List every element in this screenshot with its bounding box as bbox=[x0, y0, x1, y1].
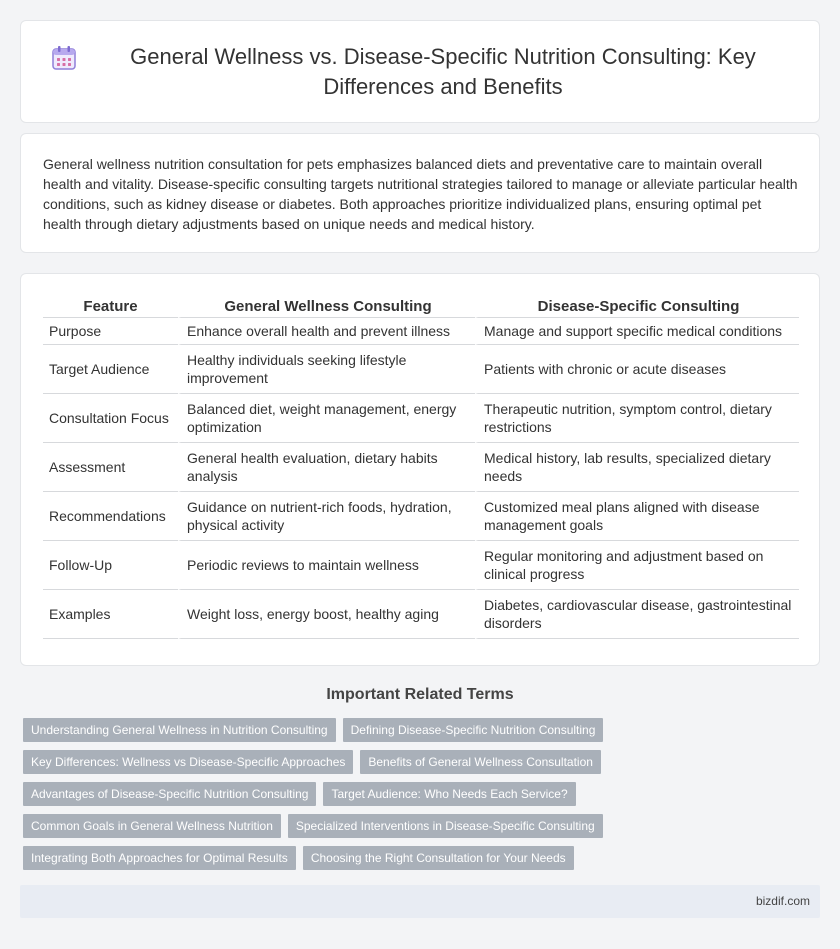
table-cell-general: Enhance overall health and prevent illness bbox=[178, 318, 475, 345]
table-row bbox=[43, 443, 799, 492]
table-cell-general: Guidance on nutrient-rich foods, hydration, physical activity bbox=[178, 492, 475, 541]
table-cell-disease: Regular monitoring and adjustment based on clinical progress bbox=[475, 541, 799, 590]
related-term-tag[interactable]: Understanding General Wellness in Nutrition Consulting bbox=[23, 718, 336, 742]
intro-paragraph: General wellness nutrition consultation for pets emphasizes balanced diets and preventative care to maintain overall health and vitality. Disease-specific consulting targets nutritional strategies tailored to manage or alleviate particular health conditions, such as kidney disease or diabetes. Both approaches prioritize individualized plans, ensuring optimal pet health through dietary adjustments based on unique needs and medical history. bbox=[43, 156, 798, 232]
footer-bar bbox=[20, 885, 820, 918]
column-header-disease-specific: Disease-Specific Consulting bbox=[475, 296, 799, 318]
table-cell-disease: Medical history, lab results, specialized dietary needs bbox=[475, 443, 799, 492]
related-terms-heading: Important Related Terms bbox=[326, 686, 514, 703]
column-header-feature: Feature bbox=[43, 296, 178, 318]
related-term-tag[interactable]: Advantages of Disease-Specific Nutrition Consulting bbox=[23, 782, 316, 806]
title-card bbox=[20, 20, 820, 123]
table-row bbox=[43, 541, 799, 590]
table-cell-feature: Follow-Up bbox=[43, 541, 178, 590]
related-term-tag[interactable]: Benefits of General Wellness Consultation bbox=[360, 750, 601, 774]
comparison-table bbox=[43, 296, 799, 639]
table-cell-disease: Customized meal plans aligned with disease management goals bbox=[475, 492, 799, 541]
table-cell-disease: Patients with chronic or acute diseases bbox=[475, 345, 799, 394]
table-cell-feature: Target Audience bbox=[43, 345, 178, 394]
table-cell-general: Periodic reviews to maintain wellness bbox=[178, 541, 475, 590]
related-term-tag[interactable]: Target Audience: Who Needs Each Service? bbox=[323, 782, 575, 806]
table-cell-feature: Purpose bbox=[43, 318, 178, 345]
table-row bbox=[43, 345, 799, 394]
calendar-icon bbox=[51, 45, 77, 71]
related-term-tag[interactable]: Integrating Both Approaches for Optimal Results bbox=[23, 846, 296, 870]
table-row bbox=[43, 318, 799, 345]
related-terms-list bbox=[23, 718, 623, 878]
intro-card bbox=[20, 133, 820, 253]
footer-site-link[interactable]: bizdif.com bbox=[755, 894, 810, 908]
table-cell-feature: Consultation Focus bbox=[43, 394, 178, 443]
related-term-tag[interactable]: Choosing the Right Consultation for Your Needs bbox=[303, 846, 574, 870]
related-term-tag[interactable]: Common Goals in General Wellness Nutrition bbox=[23, 814, 281, 838]
related-term-tag[interactable]: Key Differences: Wellness vs Disease-Specific Approaches bbox=[23, 750, 353, 774]
table-cell-feature: Assessment bbox=[43, 443, 178, 492]
table-row bbox=[43, 492, 799, 541]
related-term-tag[interactable]: Specialized Interventions in Disease-Specific Consulting bbox=[288, 814, 603, 838]
table-cell-general: Balanced diet, weight management, energy optimization bbox=[178, 394, 475, 443]
page-title: General Wellness vs. Disease-Specific Nutrition Consulting: Key Differences and Benefits bbox=[130, 43, 756, 99]
table-row bbox=[43, 394, 799, 443]
table-cell-general: General health evaluation, dietary habits analysis bbox=[178, 443, 475, 492]
table-cell-general: Weight loss, energy boost, healthy aging bbox=[178, 590, 475, 639]
table-cell-feature: Examples bbox=[43, 590, 178, 639]
column-header-general-wellness: General Wellness Consulting bbox=[178, 296, 475, 318]
table-cell-feature: Recommendations bbox=[43, 492, 178, 541]
related-term-tag[interactable]: Defining Disease-Specific Nutrition Consulting bbox=[343, 718, 604, 742]
table-cell-general: Healthy individuals seeking lifestyle improvement bbox=[178, 345, 475, 394]
comparison-table-card bbox=[20, 273, 820, 666]
table-cell-disease: Manage and support specific medical conditions bbox=[475, 318, 799, 345]
table-row bbox=[43, 590, 799, 639]
table-header-row bbox=[43, 296, 799, 318]
table-cell-disease: Therapeutic nutrition, symptom control, dietary restrictions bbox=[475, 394, 799, 443]
table-cell-disease: Diabetes, cardiovascular disease, gastrointestinal disorders bbox=[475, 590, 799, 639]
